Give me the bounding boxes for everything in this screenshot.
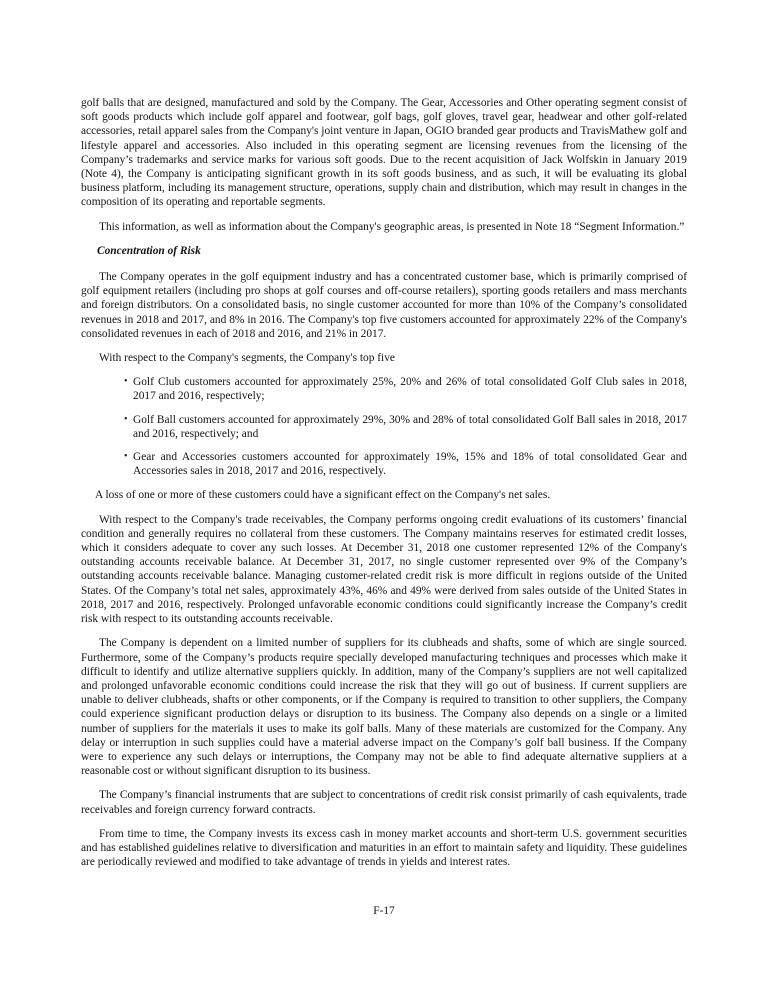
paragraph-customer-loss: A loss of one or more of these customers could have a significant effect on the Company's net sales. xyxy=(95,489,551,502)
page-number: F-17 xyxy=(373,905,395,917)
paragraph-trade-receivables: With respect to the Company's trade receivables, the Company performs ongoing credit evaluations of its customers’ financial condition and generally requires no collateral from these customers. The Company maintains reserves for estimated credit losses, which it considers adequate to cover any such losses. At December 31, 2018 one customer represented 12% of the Company's outstanding accounts receivable balance. At December 31, 2017, no single customer represented over 9% of the Company’s outstanding accounts receivable balance. Managing customer-related credit risk is more difficult in regions outside of the United States. Of the Company’s total net sales, approximately 43%, 46% and 49% were derived from sales outside of the United States in 2018, 2017 and 2016, respectively. Prolonged unfavorable economic conditions could significantly increase the Company’s credit risk with respect to its outstanding accounts receivable. xyxy=(81,513,687,626)
paragraph-cash-investments: From time to time, the Company invests its excess cash in money market accounts and short-term U.S. government securities and has established guidelines relative to diversification and maturities in an effort to maintain safety and liquidity. These guidelines are periodically reviewed and modified to take advantage of trends in yields and interest rates. xyxy=(81,827,687,869)
section-heading-concentration-of-risk: Concentration of Risk xyxy=(97,244,201,257)
bullet-item-text: Gear and Accessories customers accounted for approximately 19%, 15% and 18% of total consolidated Gear and Accessories sales in 2018, 2017 and 2016, respectively. xyxy=(133,451,687,478)
paragraph-segment-information: This information, as well as information about the Company's geographic areas, is presented in Note 18 “Segment Information.” xyxy=(99,220,685,233)
paragraph-gear-segment: golf balls that are designed, manufactured and sold by the Company. The Gear, Accessories and Other operating segment consist of soft goods products which include golf apparel and footwear, golf bags, golf gloves, travel gear, headwear and other golf-related accessories, retail apparel sales from the Company's joint venture in Japan, OGIO branded gear products and TravisMathew golf and lifestyle apparel and accessories. Also included in this operating segment are licensing revenues from the licensing of the Company’s trademarks and service marks for various soft goods. Due to the recent acquisition of Jack Wolfskin in January 2019 (Note 4), the Company is anticipating significant growth in its soft goods business, and as such, it will be evaluating its global business platform, including its management structure, operations, supply chain and distribution, which may result in changes in the composition of its operating and reportable segments. xyxy=(81,97,687,209)
paragraph-suppliers: The Company is dependent on a limited number of suppliers for its clubheads and shafts, some of which are single sourced. Furthermore, some of the Company’s products require specially developed manufacturing techniques and processes which make it difficult to identify and utilize alternative suppliers quickly. In addition, many of the Company’s suppliers are not well capitalized and prolonged unfavorable economic conditions could increase the risk that they will go out of business. If current suppliers are unable to deliver clubheads, shafts or other components, or if the Company is required to transition to other suppliers, the Company could experience significant production delays or disruption to its business. The Company also depends on a single or a limited number of suppliers for the materials it uses to make its golf balls. Many of these materials are customized for the Company. Any delay or interruption in such supplies could have a material adverse impact on the Company’s golf ball business. If the Company were to experience any such delays or interruptions, the Company may not be able to find adequate alternative suppliers at a reasonable cost or without significant disruption to its business. xyxy=(81,637,687,778)
segment-customer-bullet-list xyxy=(81,375,687,478)
paragraph-customer-concentration: The Company operates in the golf equipment industry and has a concentrated customer base, which is primarily comprised of golf equipment retailers (including pro shops at golf courses and off-course retailers), sporting goods retailers and mass merchants and foreign distributors. On a consolidated basis, no single customer accounted for more than 10% of the Company’s consolidated revenues in 2018 and 2017, and 8% in 2016. The Company's top five customers accounted for approximately 22% of the Company's consolidated revenues in each of 2018 and 2016, and 21% in 2017. xyxy=(81,271,687,340)
bullet-item-text: Golf Ball customers accounted for approximately 29%, 30% and 28% of total consolidated Golf Ball sales in 2018, 2017 and 2016, respectively; and xyxy=(133,413,687,440)
bullet-item-golf-ball xyxy=(81,413,687,441)
bullet-icon: • xyxy=(124,413,128,425)
paragraph-financial-instruments: The Company’s financial instruments that are subject to concentrations of credit risk consist primarily of cash equivalents, trade receivables and foreign currency forward contracts. xyxy=(81,789,687,816)
document-body xyxy=(81,96,687,879)
bullet-item-text: Golf Club customers accounted for approximately 25%, 20% and 26% of total consolidated Golf Club sales in 2018, 2017 and 2016, respectively; xyxy=(133,376,687,403)
paragraph-segments-intro: With respect to the Company's segments, the Company's top five xyxy=(99,352,395,365)
bullet-item-golf-club xyxy=(81,375,687,403)
bullet-icon: • xyxy=(124,451,128,463)
bullet-item-gear-accessories xyxy=(81,450,687,478)
bullet-icon: • xyxy=(124,376,128,388)
